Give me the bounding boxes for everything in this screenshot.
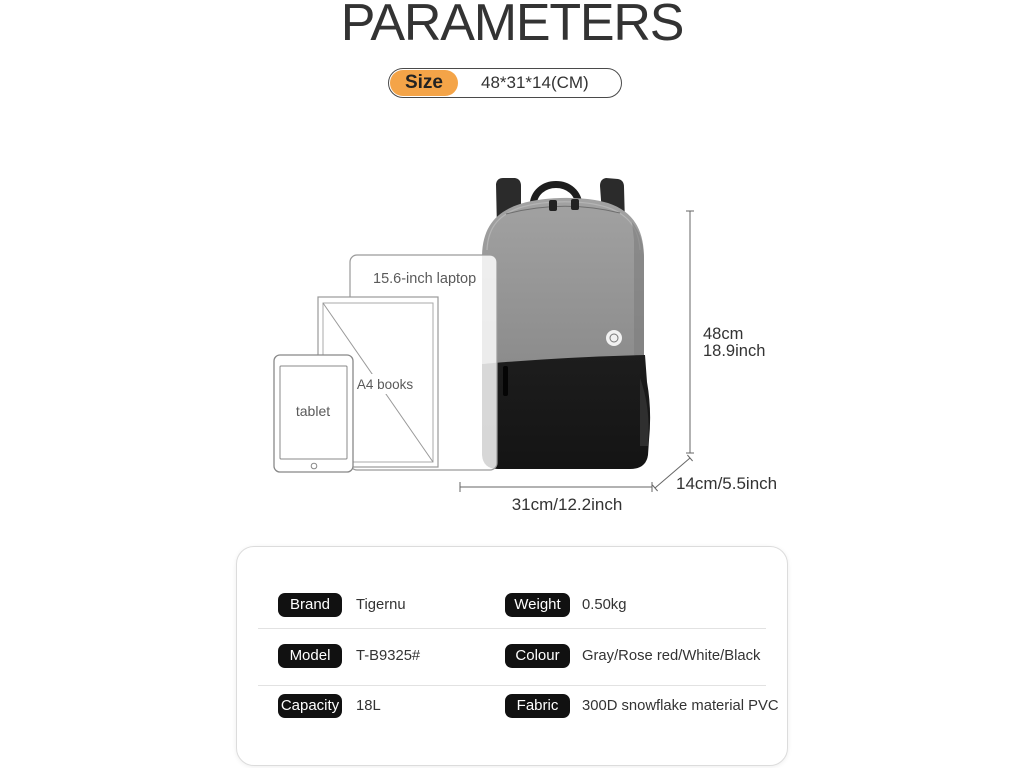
height-inch-label: 18.9inch	[703, 342, 766, 360]
spec-value-fabric: 300D snowflake material PVC	[582, 698, 779, 714]
page-title: PARAMETERS	[340, 0, 684, 52]
spec-value-model: T-B9325#	[356, 648, 421, 664]
spec-row-brand-weight	[237, 593, 787, 617]
spec-badge-fabric: Fabric	[505, 694, 570, 718]
spec-divider	[258, 628, 766, 629]
brand-logo	[606, 330, 622, 346]
width-dimension-line	[460, 482, 652, 492]
spec-badge-brand: Brand	[278, 593, 342, 617]
height-cm-label: 48cm	[703, 325, 744, 343]
backpack	[482, 178, 650, 469]
spec-table	[236, 546, 788, 766]
spec-value-brand: Tigernu	[356, 597, 406, 613]
depth-label: 14cm/5.5inch	[676, 474, 778, 493]
spec-divider	[258, 685, 766, 686]
width-label: 31cm/12.2inch	[511, 495, 623, 514]
a4-books-label: A4 books	[356, 377, 414, 392]
spec-value-capacity: 18L	[356, 698, 381, 714]
size-value: 48*31*14(CM)	[481, 73, 589, 92]
spec-value-weight: 0.50kg	[582, 597, 627, 613]
spec-badge-capacity: Capacity	[278, 694, 342, 718]
spec-badge-weight: Weight	[505, 593, 570, 617]
spec-row-model-colour	[237, 644, 787, 668]
tablet-label: tablet	[295, 403, 331, 419]
spec-badge-colour: Colour	[505, 644, 570, 668]
height-dimension-line	[686, 211, 694, 453]
size-label: Size	[390, 70, 458, 96]
spec-badge-model: Model	[278, 644, 342, 668]
front-zipper	[503, 366, 508, 396]
zipper-pull	[571, 199, 579, 210]
spec-row-capacity-fabric	[237, 694, 787, 718]
spec-value-colour: Gray/Rose red/White/Black	[582, 648, 761, 664]
zipper-pull	[549, 200, 557, 211]
laptop-label: 15.6-inch laptop	[373, 271, 477, 287]
